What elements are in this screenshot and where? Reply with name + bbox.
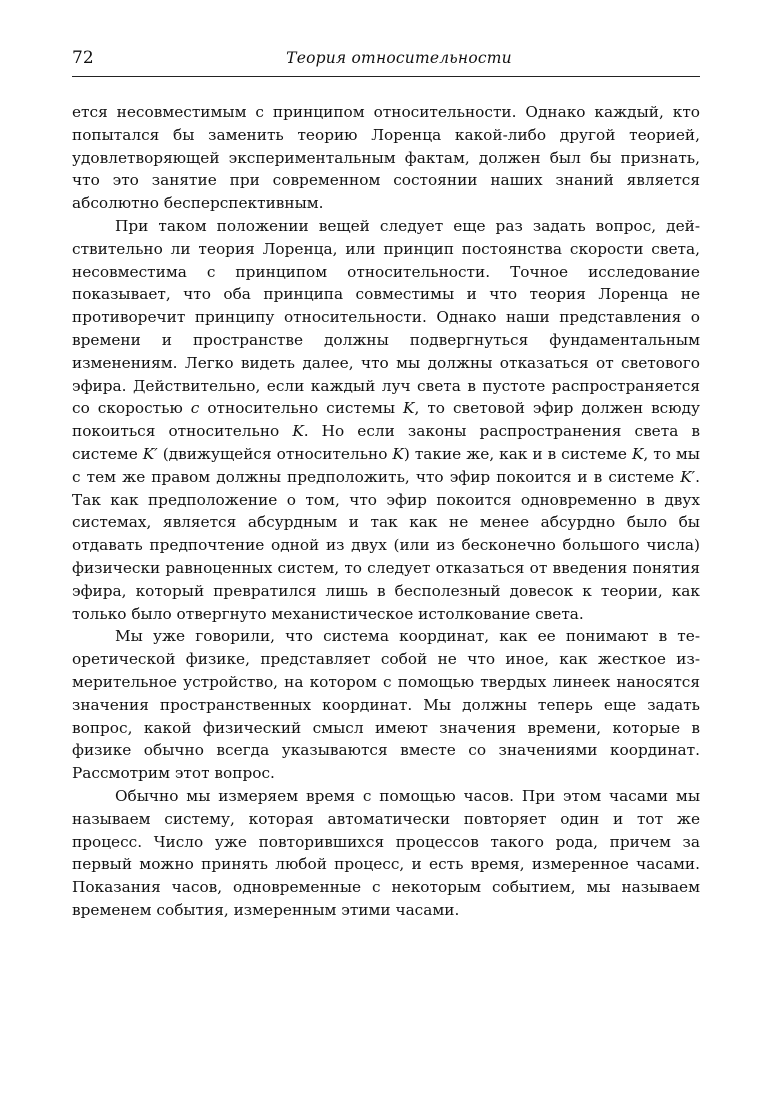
variable-c: c (190, 399, 200, 418)
variable-k: K (292, 422, 304, 441)
text-segment: ) такие же, как и в системе (403, 444, 632, 463)
text-segment: , то мы с тем же правом должны предположить, что эфир покоится и в системе (72, 444, 700, 486)
paragraph-continued: ется несовместимым с принципом относительности. Однако каждый, кто попытался бы заменить теорию Лоренца какой-либо другой теорией, удовлетворяющей экспериментальным фактам, должен был бы признать, что это занятие при современном состоянии наших знаний является абсолютно бесперспективным. (72, 103, 700, 213)
running-title: Теория относительности (286, 49, 512, 67)
text-segment: При таком положении вещей следует еще раз задать вопрос, действительно ли теория Лоренца, или принцип постоянства скорости света, несовместима с принципом относительности. Точное исследование показывает, что оба принципа совместимы и что теория Лоренца не противоречит принципу относительности. Однако наши представления о времени и пространстве должны подвергнуться фундаментальным изменениям. Легко видеть далее, что мы должны отказаться от светового эфира. Действительно, если каждый луч света в пустоте распространяется со скоростью (72, 216, 700, 418)
text-segment: относительно системы (199, 399, 404, 418)
page-number: 72 (72, 48, 94, 68)
text-segment: (движущейся относительно (157, 444, 393, 463)
text-segment: . Но если законы распространения света в системе (72, 422, 700, 463)
text-segment: , то световой эфир должен всюду покоиться относительно (72, 399, 700, 441)
paragraph-clocks: Обычно мы измеряем время с помощью часов. При этом часами мы называем систему, которая автоматически повторяет один и тот же процесс. Число уже повторившихся процессов такого рода, причем за первый можно принять любой процесс, и есть время, измеренное часами. Показания часов, одновременные с некоторым событием, мы называем временем события, измеренным этими часами. (72, 786, 700, 919)
page-header (72, 48, 700, 77)
variable-k: K (403, 399, 415, 418)
variable-k: K (631, 444, 644, 463)
paragraph-ether (72, 215, 700, 625)
variable-k-prime: K′ (142, 444, 158, 463)
paragraph-coordinates: Мы уже говорили, что система координат, как ее понимают в теоретической физике, представляет собой не что иное, как жесткое измерительное устройство, на котором с помощью твердых линеек наносятся значения пространственных координат. Мы должны теперь еще задать вопрос, какой физический смысл имеют значения времени, которые в физике обычно всегда указываются вместе со значениями координат. Рассмотрим этот вопрос. (72, 627, 700, 783)
text-segment: . Так как предположение о том, что эфир покоится одновременно в двух системах, является абсурдным и так как не менее абсурдно было бы отдавать предпочтение одной из двух (или из бесконечно большого числа) физически равноценных систем, то следует отказаться от введения понятия эфира, который превратился лишь в бесполезный довесок к теории, как только было отвергнуто механистическое истолкование света. (72, 467, 700, 623)
variable-k: K (392, 444, 404, 463)
variable-k-prime: K′ (680, 467, 696, 486)
book-page (72, 48, 700, 922)
body-text (72, 101, 700, 922)
